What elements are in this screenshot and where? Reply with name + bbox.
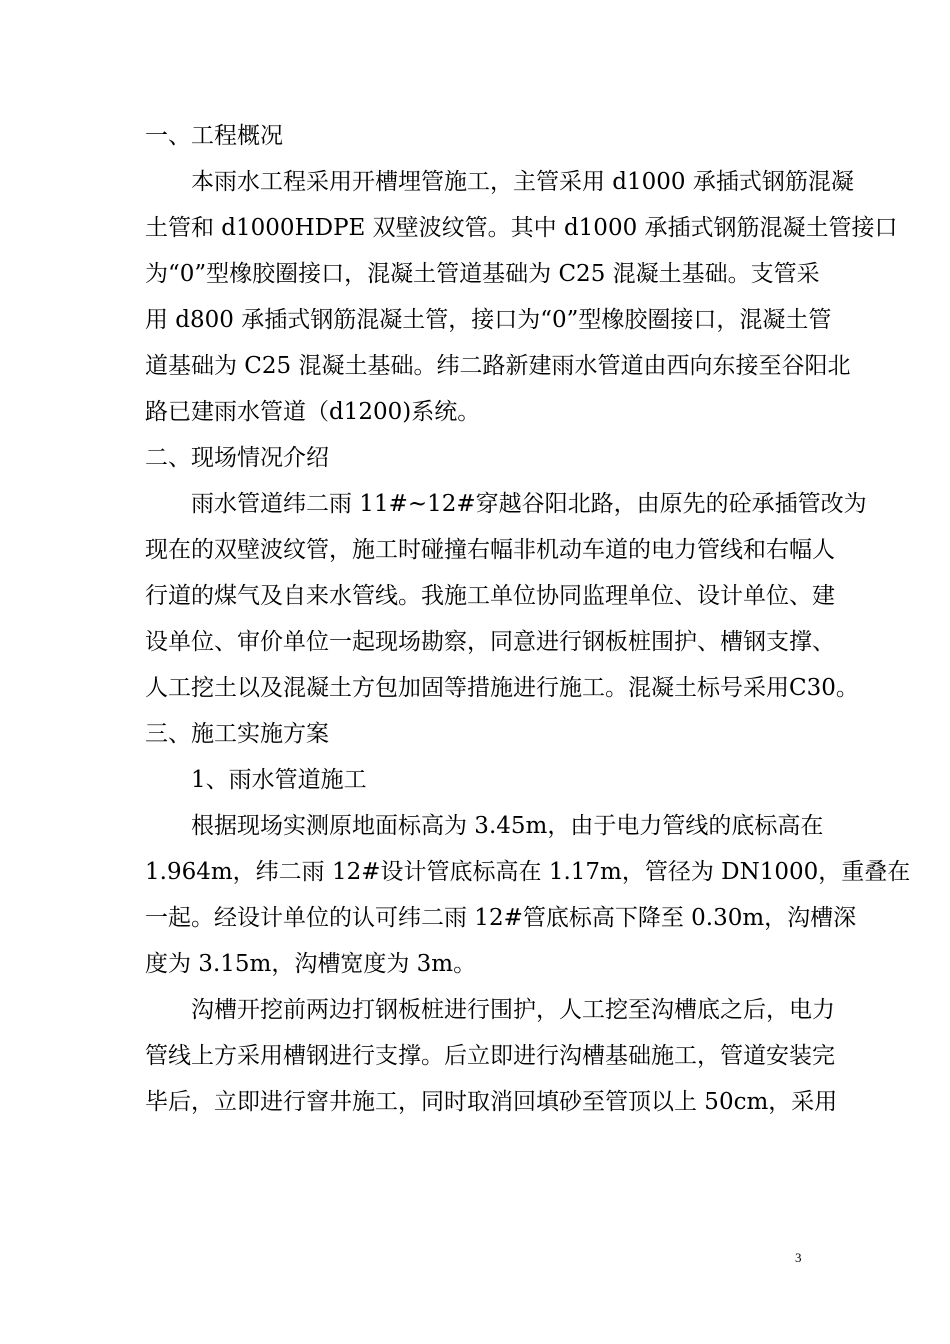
paragraph-line: 用 d800 承插式钢筋混凝土管，接口为“0”型橡胶圈接口，混凝土管 — [145, 307, 832, 333]
section-heading: 三、施工实施方案 — [145, 721, 329, 747]
paragraph-line: 毕后，立即进行窨井施工，同时取消回填砂至管顶以上 50cm，采用 — [145, 1089, 838, 1115]
paragraph-line: 行道的煤气及自来水管线。我施工单位协同监理单位、设计单位、建 — [145, 583, 835, 609]
paragraph-line: 道基础为 C25 混凝土基础。纬二路新建雨水管道由西向东接至谷阳北 — [145, 353, 851, 379]
paragraph-line: 沟槽开挖前两边打钢板桩进行围护，人工挖至沟槽底之后，电力 — [191, 997, 835, 1023]
paragraph-line: 根据现场实测原地面标高为 3.45m，由于电力管线的底标高在 — [191, 813, 824, 839]
paragraph-line: 为“0”型橡胶圈接口，混凝土管道基础为 C25 混凝土基础。支管采 — [145, 261, 820, 287]
paragraph-line: 一起。经设计单位的认可纬二雨 12#管底标高下降至 0.30m，沟槽深 — [145, 905, 857, 931]
page-number: 3 — [795, 1250, 802, 1265]
paragraph-line: 现在的双壁波纹管，施工时碰撞右幅非机动车道的电力管线和右幅人 — [145, 537, 835, 563]
paragraph-line: 度为 3.15m，沟槽宽度为 3m。 — [145, 951, 477, 977]
paragraph-line: 1.964m，纬二雨 12#设计管底标高在 1.17m，管径为 DN1000，重叠在 — [145, 859, 911, 885]
subsection-heading: 1、雨水管道施工 — [191, 767, 367, 793]
paragraph-line: 路已建雨水管道（d1200)系统。 — [145, 399, 481, 425]
paragraph-line: 管线上方采用槽钢进行支撑。后立即进行沟槽基础施工，管道安装完 — [145, 1043, 835, 1069]
paragraph-line: 人工挖土以及混凝土方包加固等措施进行施工。混凝土标号采用C30。 — [145, 675, 859, 701]
document-body — [145, 113, 911, 1125]
paragraph-line: 本雨水工程采用开槽埋管施工，主管采用 d1000 承插式钢筋混凝 — [191, 169, 854, 195]
paragraph-line: 土管和 d1000HDPE 双壁波纹管。其中 d1000 承插式钢筋混凝土管接口 — [145, 215, 898, 241]
section-heading: 二、现场情况介绍 — [145, 445, 329, 471]
section-heading: 一、工程概况 — [145, 123, 283, 149]
paragraph-line: 雨水管道纬二雨 11#~12#穿越谷阳北路，由原先的砼承插管改为 — [191, 491, 867, 517]
paragraph-line: 设单位、审价单位一起现场勘察，同意进行钢板桩围护、槽钢支撑、 — [145, 629, 835, 655]
